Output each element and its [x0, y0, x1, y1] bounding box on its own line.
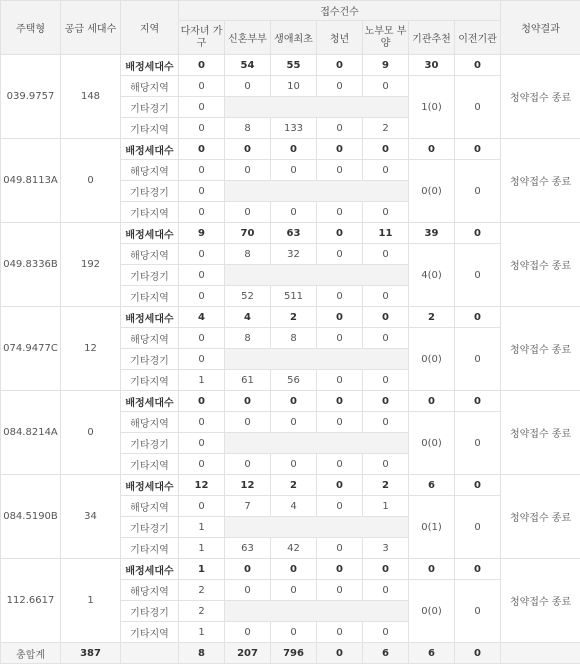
other-cell: 0	[317, 202, 363, 223]
other-cell: 61	[225, 370, 271, 391]
total-row	[1, 643, 580, 664]
result-status: 청약접수 종료	[501, 139, 580, 223]
other-cell: 0	[363, 286, 409, 307]
empty-cell	[501, 643, 580, 664]
gyeonggi-cell: 0	[179, 181, 225, 202]
alloc-cell: 0	[317, 475, 363, 496]
alloc-cell: 9	[179, 223, 225, 244]
agency-cell: 0(0)	[409, 580, 455, 643]
alloc-cell: 0	[455, 475, 501, 496]
gyeonggi-cell: 0	[179, 433, 225, 454]
header-region: 지역	[121, 1, 179, 55]
empty-cell	[225, 349, 409, 370]
row-label: 해당지역	[121, 76, 179, 97]
row-label: 기타지역	[121, 622, 179, 643]
alloc-cell: 12	[225, 475, 271, 496]
header-agency: 기관추천	[409, 21, 455, 55]
table-row	[1, 475, 580, 496]
transfer-cell: 0	[455, 76, 501, 139]
gyeonggi-cell: 1	[179, 517, 225, 538]
table-row	[1, 223, 580, 244]
alloc-cell: 54	[225, 55, 271, 76]
agency-cell: 0(0)	[409, 160, 455, 223]
header-received: 접수건수	[179, 1, 501, 21]
other-cell: 0	[179, 118, 225, 139]
total-cell: 6	[409, 643, 455, 664]
supply-count: 1	[61, 559, 121, 643]
row-label: 기타경기	[121, 181, 179, 202]
local-cell: 0	[179, 412, 225, 433]
table-row	[1, 559, 580, 580]
total-label: 총합계	[1, 643, 61, 664]
result-status: 청약접수 종료	[501, 475, 580, 559]
transfer-cell: 0	[455, 160, 501, 223]
alloc-cell: 2	[363, 475, 409, 496]
alloc-cell: 0	[363, 139, 409, 160]
row-label: 기타경기	[121, 97, 179, 118]
other-cell: 0	[179, 286, 225, 307]
empty-cell	[225, 601, 409, 622]
alloc-cell: 0	[317, 139, 363, 160]
alloc-cell: 0	[317, 307, 363, 328]
other-cell: 63	[225, 538, 271, 559]
supply-count: 34	[61, 475, 121, 559]
other-cell: 0	[317, 622, 363, 643]
alloc-cell: 11	[363, 223, 409, 244]
alloc-cell: 0	[363, 559, 409, 580]
local-cell: 0	[271, 412, 317, 433]
local-cell: 0	[225, 76, 271, 97]
supply-count: 0	[61, 139, 121, 223]
total-cell: 6	[363, 643, 409, 664]
other-cell: 0	[225, 202, 271, 223]
alloc-cell: 0	[455, 139, 501, 160]
local-cell: 0	[225, 412, 271, 433]
row-label: 기타지역	[121, 286, 179, 307]
row-label: 기타지역	[121, 202, 179, 223]
empty-cell	[225, 97, 409, 118]
local-cell: 4	[271, 496, 317, 517]
unit-type: 049.8336B	[1, 223, 61, 307]
total-cell: 0	[455, 643, 501, 664]
other-cell: 133	[271, 118, 317, 139]
row-label: 기타지역	[121, 538, 179, 559]
alloc-cell: 70	[225, 223, 271, 244]
unit-type: 049.8113A	[1, 139, 61, 223]
other-cell: 3	[363, 538, 409, 559]
alloc-cell: 0	[455, 559, 501, 580]
local-cell: 32	[271, 244, 317, 265]
row-label: 기타경기	[121, 265, 179, 286]
other-cell: 0	[225, 622, 271, 643]
row-label: 배정세대수	[121, 223, 179, 244]
alloc-cell: 0	[179, 55, 225, 76]
alloc-cell: 0	[455, 223, 501, 244]
result-status: 청약접수 종료	[501, 307, 580, 391]
other-cell: 2	[363, 118, 409, 139]
alloc-cell: 55	[271, 55, 317, 76]
supply-count: 0	[61, 391, 121, 475]
other-cell: 0	[317, 454, 363, 475]
local-cell: 0	[363, 328, 409, 349]
table-row	[1, 307, 580, 328]
empty-cell	[225, 517, 409, 538]
local-cell: 0	[225, 580, 271, 601]
row-label: 배정세대수	[121, 139, 179, 160]
total-supply: 387	[61, 643, 121, 664]
alloc-cell: 0	[409, 391, 455, 412]
local-cell: 0	[317, 328, 363, 349]
local-cell: 0	[179, 244, 225, 265]
unit-type: 039.9757	[1, 55, 61, 139]
alloc-cell: 63	[271, 223, 317, 244]
header-youth: 청년	[317, 21, 363, 55]
agency-cell: 4(0)	[409, 244, 455, 307]
alloc-cell: 0	[271, 391, 317, 412]
total-cell: 8	[179, 643, 225, 664]
alloc-cell: 0	[317, 55, 363, 76]
local-cell: 0	[179, 160, 225, 181]
transfer-cell: 0	[455, 412, 501, 475]
header-newlywed: 신혼부부	[225, 21, 271, 55]
gyeonggi-cell: 0	[179, 97, 225, 118]
alloc-cell: 0	[225, 391, 271, 412]
alloc-cell: 0	[225, 139, 271, 160]
local-cell: 0	[179, 328, 225, 349]
header-multichild: 다자녀 가구	[179, 21, 225, 55]
row-label: 해당지역	[121, 160, 179, 181]
row-label: 기타경기	[121, 517, 179, 538]
alloc-cell: 2	[271, 475, 317, 496]
alloc-cell: 1	[179, 559, 225, 580]
local-cell: 0	[179, 76, 225, 97]
agency-cell: 1(0)	[409, 76, 455, 139]
local-cell: 7	[225, 496, 271, 517]
row-label: 해당지역	[121, 244, 179, 265]
local-cell: 8	[225, 244, 271, 265]
row-label: 기타지역	[121, 118, 179, 139]
other-cell: 8	[225, 118, 271, 139]
local-cell: 0	[179, 496, 225, 517]
local-cell: 0	[317, 496, 363, 517]
row-label: 기타경기	[121, 601, 179, 622]
empty-cell	[225, 433, 409, 454]
alloc-cell: 4	[225, 307, 271, 328]
row-label: 기타경기	[121, 349, 179, 370]
row-label: 해당지역	[121, 412, 179, 433]
gyeonggi-cell: 0	[179, 349, 225, 370]
alloc-cell: 0	[363, 391, 409, 412]
table-row	[1, 139, 580, 160]
empty-cell	[225, 265, 409, 286]
other-cell: 56	[271, 370, 317, 391]
local-cell: 0	[271, 160, 317, 181]
alloc-cell: 30	[409, 55, 455, 76]
alloc-cell: 0	[455, 307, 501, 328]
gyeonggi-cell: 0	[179, 265, 225, 286]
local-cell: 0	[363, 76, 409, 97]
local-cell: 8	[271, 328, 317, 349]
local-cell: 0	[317, 160, 363, 181]
transfer-cell: 0	[455, 580, 501, 643]
local-cell: 0	[363, 160, 409, 181]
local-cell: 0	[225, 160, 271, 181]
local-cell: 0	[317, 412, 363, 433]
other-cell: 0	[271, 454, 317, 475]
unit-type: 084.5190B	[1, 475, 61, 559]
other-cell: 0	[317, 118, 363, 139]
other-cell: 0	[271, 622, 317, 643]
local-cell: 0	[317, 580, 363, 601]
row-label: 배정세대수	[121, 391, 179, 412]
alloc-cell: 0	[409, 139, 455, 160]
alloc-cell: 0	[271, 559, 317, 580]
table-row	[1, 391, 580, 412]
other-cell: 0	[179, 202, 225, 223]
header-firsttime: 생애최초	[271, 21, 317, 55]
alloc-cell: 0	[317, 223, 363, 244]
total-cell: 796	[271, 643, 317, 664]
row-label: 해당지역	[121, 496, 179, 517]
alloc-cell: 0	[179, 139, 225, 160]
other-cell: 0	[363, 454, 409, 475]
other-cell: 0	[363, 622, 409, 643]
supply-count: 192	[61, 223, 121, 307]
other-cell: 0	[317, 370, 363, 391]
alloc-cell: 39	[409, 223, 455, 244]
transfer-cell: 0	[455, 496, 501, 559]
alloc-cell: 0	[409, 559, 455, 580]
local-cell: 1	[363, 496, 409, 517]
row-label: 배정세대수	[121, 559, 179, 580]
alloc-cell: 2	[409, 307, 455, 328]
unit-type: 112.6617	[1, 559, 61, 643]
header-transfer: 이전기관	[455, 21, 501, 55]
other-cell: 0	[317, 538, 363, 559]
alloc-cell: 0	[271, 139, 317, 160]
local-cell: 0	[363, 244, 409, 265]
header-type: 주택형	[1, 1, 61, 55]
alloc-cell: 0	[455, 55, 501, 76]
supply-count: 12	[61, 307, 121, 391]
alloc-cell: 0	[317, 559, 363, 580]
agency-cell: 0(0)	[409, 328, 455, 391]
header-result: 청약결과	[501, 1, 580, 55]
row-label: 배정세대수	[121, 55, 179, 76]
transfer-cell: 0	[455, 244, 501, 307]
local-cell: 8	[225, 328, 271, 349]
local-cell: 2	[179, 580, 225, 601]
transfer-cell: 0	[455, 328, 501, 391]
row-label: 해당지역	[121, 580, 179, 601]
local-cell: 0	[363, 412, 409, 433]
alloc-cell: 6	[409, 475, 455, 496]
gyeonggi-cell: 2	[179, 601, 225, 622]
agency-cell: 0(0)	[409, 412, 455, 475]
header-elderly-parent: 노부모 부양	[363, 21, 409, 55]
local-cell: 0	[271, 580, 317, 601]
row-label: 기타지역	[121, 454, 179, 475]
alloc-cell: 4	[179, 307, 225, 328]
other-cell: 0	[363, 370, 409, 391]
total-cell: 0	[317, 643, 363, 664]
other-cell: 511	[271, 286, 317, 307]
alloc-cell: 0	[455, 391, 501, 412]
row-label: 배정세대수	[121, 307, 179, 328]
agency-cell: 0(1)	[409, 496, 455, 559]
local-cell: 0	[317, 76, 363, 97]
result-status: 청약접수 종료	[501, 391, 580, 475]
local-cell: 0	[363, 580, 409, 601]
row-label: 기타지역	[121, 370, 179, 391]
empty-cell	[121, 643, 179, 664]
row-label: 기타경기	[121, 433, 179, 454]
other-cell: 1	[179, 370, 225, 391]
supply-count: 148	[61, 55, 121, 139]
empty-cell	[225, 181, 409, 202]
result-status: 청약접수 종료	[501, 55, 580, 139]
unit-type: 084.8214A	[1, 391, 61, 475]
result-status: 청약접수 종료	[501, 223, 580, 307]
alloc-cell: 0	[317, 391, 363, 412]
local-cell: 10	[271, 76, 317, 97]
alloc-cell: 12	[179, 475, 225, 496]
local-cell: 0	[317, 244, 363, 265]
table-row	[1, 55, 580, 76]
other-cell: 52	[225, 286, 271, 307]
alloc-cell: 9	[363, 55, 409, 76]
row-label: 배정세대수	[121, 475, 179, 496]
other-cell: 1	[179, 538, 225, 559]
other-cell: 42	[271, 538, 317, 559]
other-cell: 0	[271, 202, 317, 223]
other-cell: 0	[363, 202, 409, 223]
total-cell: 207	[225, 643, 271, 664]
other-cell: 0	[225, 454, 271, 475]
alloc-cell: 0	[225, 559, 271, 580]
alloc-cell: 0	[363, 307, 409, 328]
result-status: 청약접수 종료	[501, 559, 580, 643]
unit-type: 074.9477C	[1, 307, 61, 391]
header-supply: 공급 세대수	[61, 1, 121, 55]
other-cell: 0	[179, 454, 225, 475]
row-label: 해당지역	[121, 328, 179, 349]
alloc-cell: 0	[179, 391, 225, 412]
other-cell: 0	[317, 286, 363, 307]
alloc-cell: 2	[271, 307, 317, 328]
other-cell: 1	[179, 622, 225, 643]
